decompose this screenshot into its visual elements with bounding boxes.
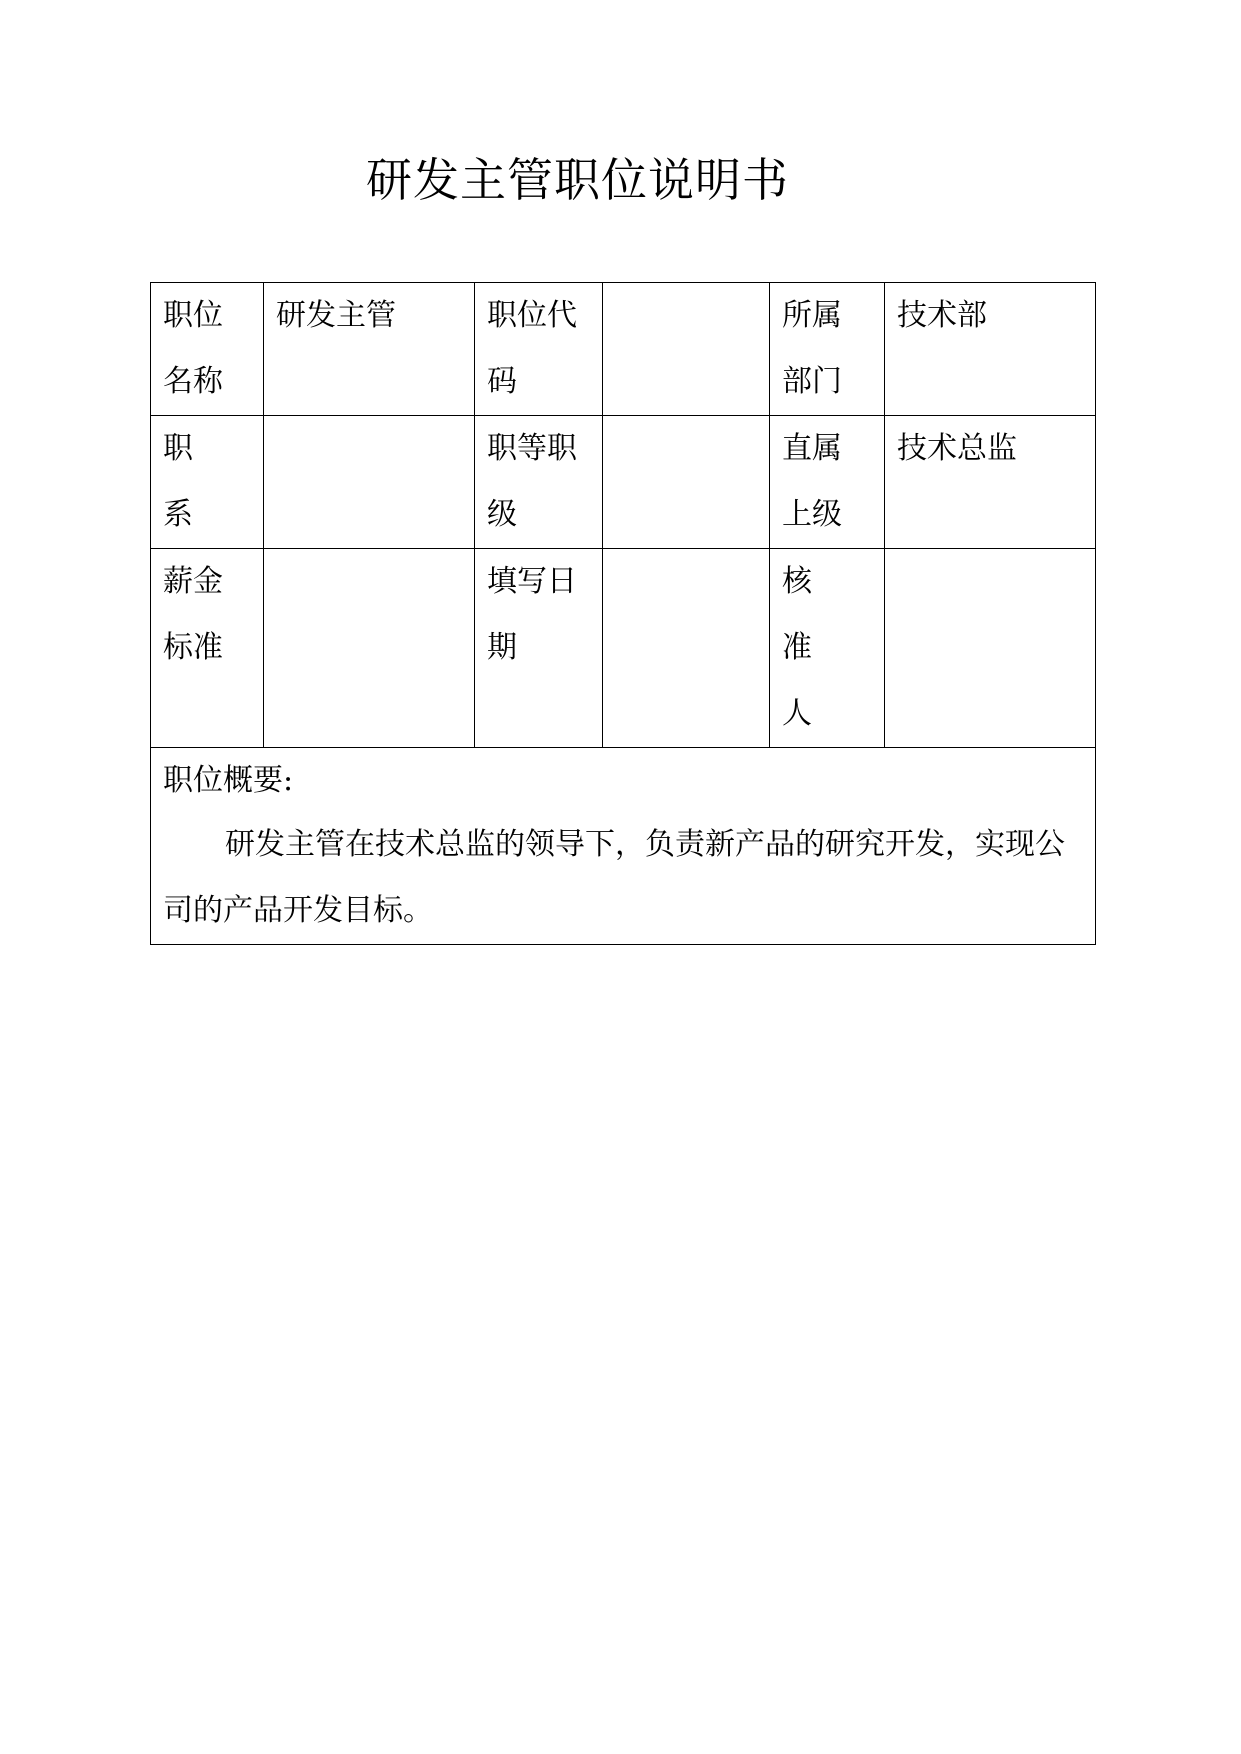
- approver-label-line2: 人: [782, 696, 812, 731]
- table-row: [151, 416, 1096, 549]
- position-name-label: 职位名称: [163, 298, 223, 399]
- position-name-value-cell: [264, 283, 475, 416]
- department-label: 所属部门: [782, 298, 842, 399]
- supervisor-value: 技术总监: [897, 431, 1017, 466]
- position-name-value: 研发主管: [276, 298, 396, 333]
- department-label-cell: [770, 283, 885, 416]
- summary-cell: [151, 748, 1096, 945]
- table-row: [151, 748, 1096, 945]
- salary-label-cell: [151, 549, 264, 748]
- supervisor-value-cell: [885, 416, 1096, 549]
- fill-date-value-cell: [603, 549, 770, 748]
- position-code-value-cell: [603, 283, 770, 416]
- document-title: 研发主管职位说明书: [366, 153, 789, 207]
- department-value-cell: [885, 283, 1096, 416]
- supervisor-label: 直属上级: [782, 431, 842, 532]
- position-code-label-cell: [475, 283, 603, 416]
- grade-label: 职等职级: [487, 431, 577, 532]
- position-name-label-cell: [151, 283, 264, 416]
- approver-label-cell: [770, 549, 885, 748]
- grade-value-cell: [603, 416, 770, 549]
- summary-body: 研发主管在技术总监的领导下，负责新产品的研究开发，实现公司的产品开发目标。: [163, 827, 1065, 928]
- job-family-label-cell: [151, 416, 264, 549]
- approver-label-line1-text: 核准: [782, 564, 840, 665]
- job-family-label: 职系: [163, 431, 193, 532]
- position-code-label: 职位代码: [487, 298, 577, 399]
- approver-value-cell: [885, 549, 1096, 748]
- supervisor-label-cell: [770, 416, 885, 549]
- job-family-value-cell: [264, 416, 475, 549]
- job-description-table: [150, 282, 1096, 945]
- salary-label: 薪金标准: [163, 564, 223, 665]
- summary-heading: 职位概要:: [163, 763, 294, 798]
- approver-label-line1: [782, 549, 872, 681]
- table-row: [151, 549, 1096, 748]
- department-value: 技术部: [897, 298, 987, 333]
- fill-date-label: 填写日期: [487, 564, 577, 665]
- approver-label: [782, 549, 872, 747]
- fill-date-label-cell: [475, 549, 603, 748]
- salary-value-cell: [264, 549, 475, 748]
- grade-label-cell: [475, 416, 603, 549]
- table-row: [151, 283, 1096, 416]
